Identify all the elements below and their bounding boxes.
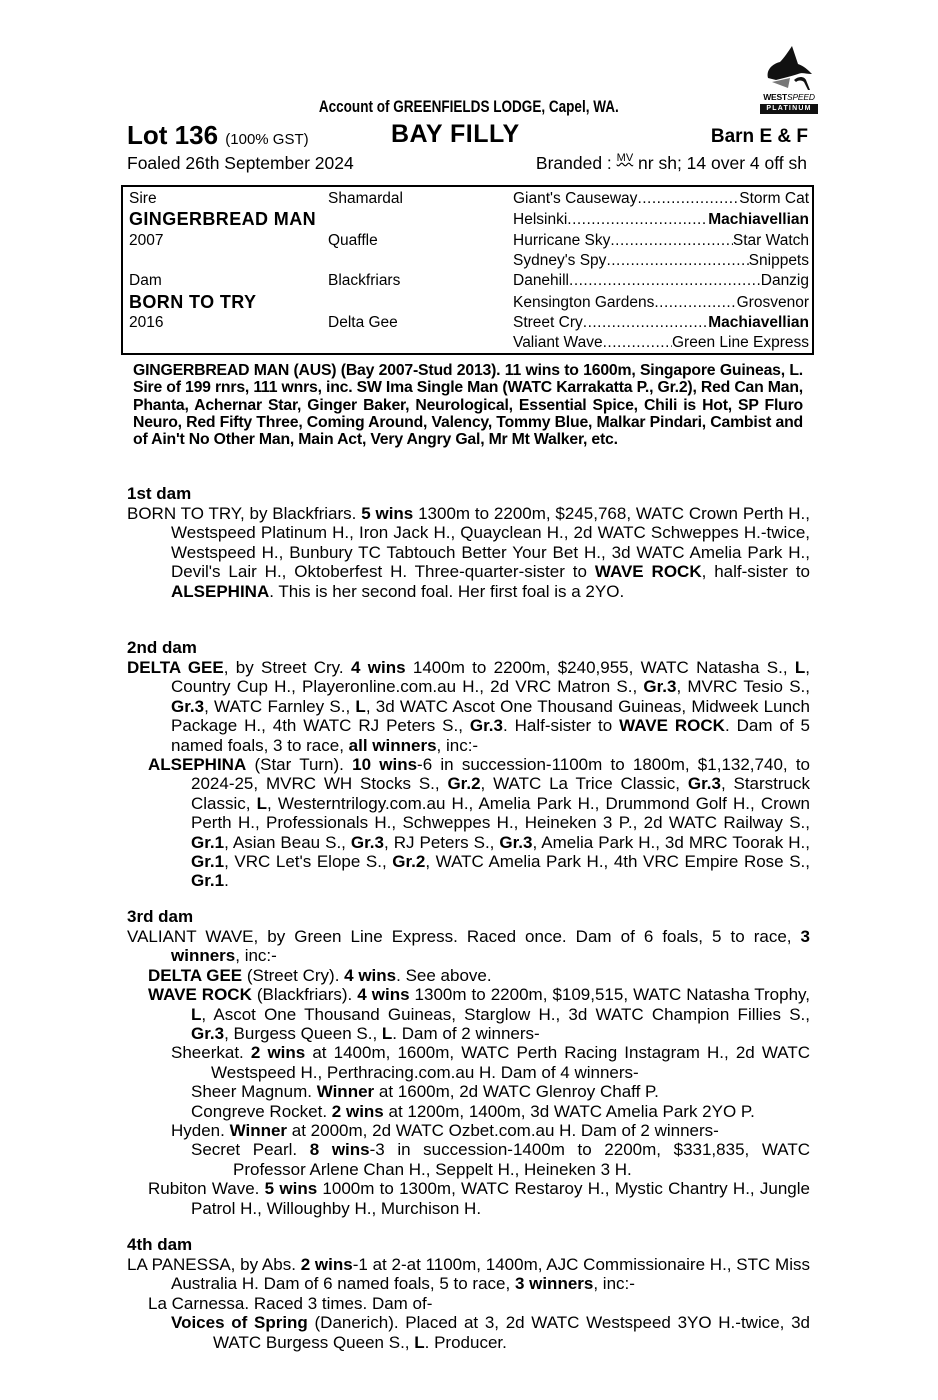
brand-mark: MV — [616, 152, 634, 164]
section-body — [127, 927, 810, 1218]
dam-label: Dam — [129, 272, 162, 289]
second-dam-section — [127, 638, 810, 891]
dam-year: 2016 — [129, 314, 164, 331]
great-grandparent-row: Valiant Wave ..... Green Line Express — [513, 334, 809, 352]
grandsire-maternal: Blackfriars — [328, 272, 401, 289]
pedigree-table — [121, 185, 814, 355]
pedigree-paragraph: Rubiton Wave. 5 wins 1000m to 1300m, WATC Restaroy H., Mystic Chantry H., Jungle Patrol H., Willoughby H., Murchison H. — [148, 1179, 810, 1218]
great-grandparent-row: Hurricane Sky ..... Star Watch — [513, 232, 809, 250]
section-body — [127, 504, 810, 601]
section-body — [127, 658, 810, 891]
grandsire-paternal: Shamardal — [328, 190, 403, 207]
brand-info: Branded : MV nr sh; 14 over 4 off sh — [535, 152, 807, 173]
great-grandparent-row: Street Cry ..... Machiavellian — [513, 314, 809, 332]
barn-location: Barn E & F — [710, 126, 808, 147]
granddam-paternal: Quaffle — [328, 232, 378, 249]
great-grandparent-row: Giant's Causeway ..... Storm Cat — [513, 190, 809, 208]
third-dam-section — [127, 907, 810, 1218]
sire-biography: GINGERBREAD MAN (AUS) (Bay 2007-Stud 2013). 11 wins to 1600m, Singapore Guineas, L. Sire of 199 rnrs, 111 wnrs, inc. SW Ima Single Man (WATC Karrakatta P., Gr.2), Red Can Man, Phanta, Achernar Star, Ginger Baker, Neurological, Essential Spice, Chili is Hot, SP Fluro Neuro, Red Fifty Three, Coming Around, Valency, Tommy Blue, Malkar Pindari, Cambist and of Ain't No Other Man, Main Act, Very Angry Gal, Mr Mt Walker, etc. — [133, 362, 803, 449]
pedigree-paragraph: LA PANESSA, by Abs. 2 wins-1 at 2-at 1100m, 1400m, AJC Commissionaire H., STC Miss Australia H. Dam of 6 named foals, 5 to race, 3 winners, inc:- — [127, 1255, 810, 1294]
foaled-date: Foaled 26th September 2024 — [127, 153, 354, 173]
fourth-dam-section — [127, 1235, 810, 1352]
horse-bird-logo-icon — [758, 44, 820, 92]
pedigree-paragraph: BORN TO TRY, by Blackfriars. 5 wins 1300m to 2200m, $245,768, WATC Crown Perth H., Westspeed Platinum H., Iron Jack H., Quayclean H., 2d WATC Schweppes H.-twice, Westspeed H., Bunbury TC Tabtouch Better Your Bet H., 3d WATC Amelia Park H., Devil's Lair H., Oktoberfest H. Three-quarter-sister to WAVE ROCK, half-sister to ALSEPHINA. This is her second foal. Her first foal is a 2YO. — [127, 504, 811, 601]
logo-wordmark: WESTSPEED — [763, 92, 815, 102]
great-grandparent-row: Sydney's Spy ..... Snippets — [513, 252, 809, 270]
great-grandparent-row: Kensington Gardens ..... Grosvenor — [513, 294, 809, 312]
pedigree-paragraph: Sheer Magnum. Winner at 1600m, 2d WATC Glenroy Chaff P. — [191, 1082, 659, 1102]
first-dam-section — [127, 484, 810, 601]
pedigree-paragraph: VALIANT WAVE, by Green Line Express. Raced once. Dam of 6 foals, 5 to race, 3 winners, inc:- — [127, 927, 810, 966]
pedigree-paragraph: ALSEPHINA (Star Turn). 10 wins-6 in succession-1100m to 1800m, $1,132,740, to 2024-25, MVRC WH Stocks S., Gr.2, WATC La Trice Classic, Gr.3, Starstruck Classic, L, Westerntrilogy.com.au H., Amelia Park H., Drummond Golf H., Crown Perth H., Professionals H., Schweppes H., Heineken 3 P., 2d WATC Railway S., Gr.1, Asian Beau S., Gr.3, RJ Peters S., Gr.3, Amelia Park H., 3d MRC Toorak H., Gr.1, VRC Let's Elope S., Gr.2, WATC Amelia Park H., 4th VRC Empire Rose S., Gr.1. — [148, 755, 811, 891]
pedigree-paragraph: Secret Pearl. 8 wins-3 in succession-1400m to 2200m, $331,835, WATC Professor Arlene Chan H., Seppelt H., Heineken 3 H. — [191, 1140, 811, 1179]
granddam-maternal: Delta Gee — [328, 314, 398, 331]
sire-name: GINGERBREAD MAN — [129, 209, 317, 229]
section-heading: 2nd dam — [127, 638, 197, 657]
lot-number: Lot 136 (100% GST) — [127, 120, 309, 150]
logo-tier: PLATINUM — [760, 104, 818, 114]
horse-description: BAY FILLY — [391, 120, 520, 148]
pedigree-paragraph: Congreve Rocket. 2 wins at 1200m, 1400m, 3d WATC Amelia Park 2YO P. — [191, 1101, 755, 1121]
sire-label: Sire — [129, 190, 157, 207]
pedigree-paragraph: DELTA GEE (Street Cry). 4 wins. See above. — [148, 965, 492, 985]
pedigree-paragraph: DELTA GEE, by Street Cry. 4 wins 1400m to 2200m, $240,955, WATC Natasha S., L, Country Cup H., Playeronline.com.au H., 2d VRC Matron S., Gr.3, MVRC Tesio S., Gr.3, WATC Farnley S., L, 3d WATC Ascot One Thousand Guineas, Midweek Lunch Package H., 4th WATC RJ Peters S., Gr.3. Half-sister to WAVE ROCK. Dam of 5 named foals, 3 to race, all winners, inc:- — [127, 658, 811, 755]
dam-name: BORN TO TRY — [129, 292, 257, 312]
lot-header — [127, 120, 810, 150]
great-grandparent-row: Danehill ..... Danzig — [513, 272, 809, 290]
section-heading: 1st dam — [127, 484, 192, 503]
vendor-account: Account of GREENFIELDS LODGE, Capel, WA. — [318, 98, 619, 116]
sire-year: 2007 — [129, 232, 164, 249]
gst-note: (100% GST) — [225, 131, 309, 148]
pedigree-paragraph: La Carnessa. Raced 3 times. Dam of- — [148, 1293, 433, 1313]
pedigree-paragraph: Hyden. Winner at 2000m, 2d WATC Ozbet.com.au H. Dam of 2 winners- — [171, 1121, 719, 1141]
section-body — [127, 1255, 810, 1352]
great-grandparent-row: Helsinki ..... Machiavellian — [513, 211, 809, 229]
pedigree-paragraph: Voices of Spring (Danerich). Placed at 3, 2d WATC Westspeed 3YO H.-twice, 3d WATC Burgess Queen S., L. Producer. — [171, 1313, 810, 1352]
pedigree-paragraph: Sheerkat. 2 wins at 1400m, 1600m, WATC Perth Racing Instagram H., 2d WATC Westspeed H., Perthracing.com.au H. Dam of 4 winners- — [171, 1043, 810, 1082]
pedigree-paragraph: WAVE ROCK (Blackfriars). 4 wins 1300m to 2200m, $109,515, WATC Natasha Trophy, L, Ascot One Thousand Guineas, Starglow H., 3d WATC Champion Fillies S., Gr.3, Burgess Queen S., L. Dam of 2 winners- — [148, 985, 810, 1044]
section-heading: 4th dam — [127, 1235, 193, 1254]
section-heading: 3rd dam — [127, 907, 194, 926]
